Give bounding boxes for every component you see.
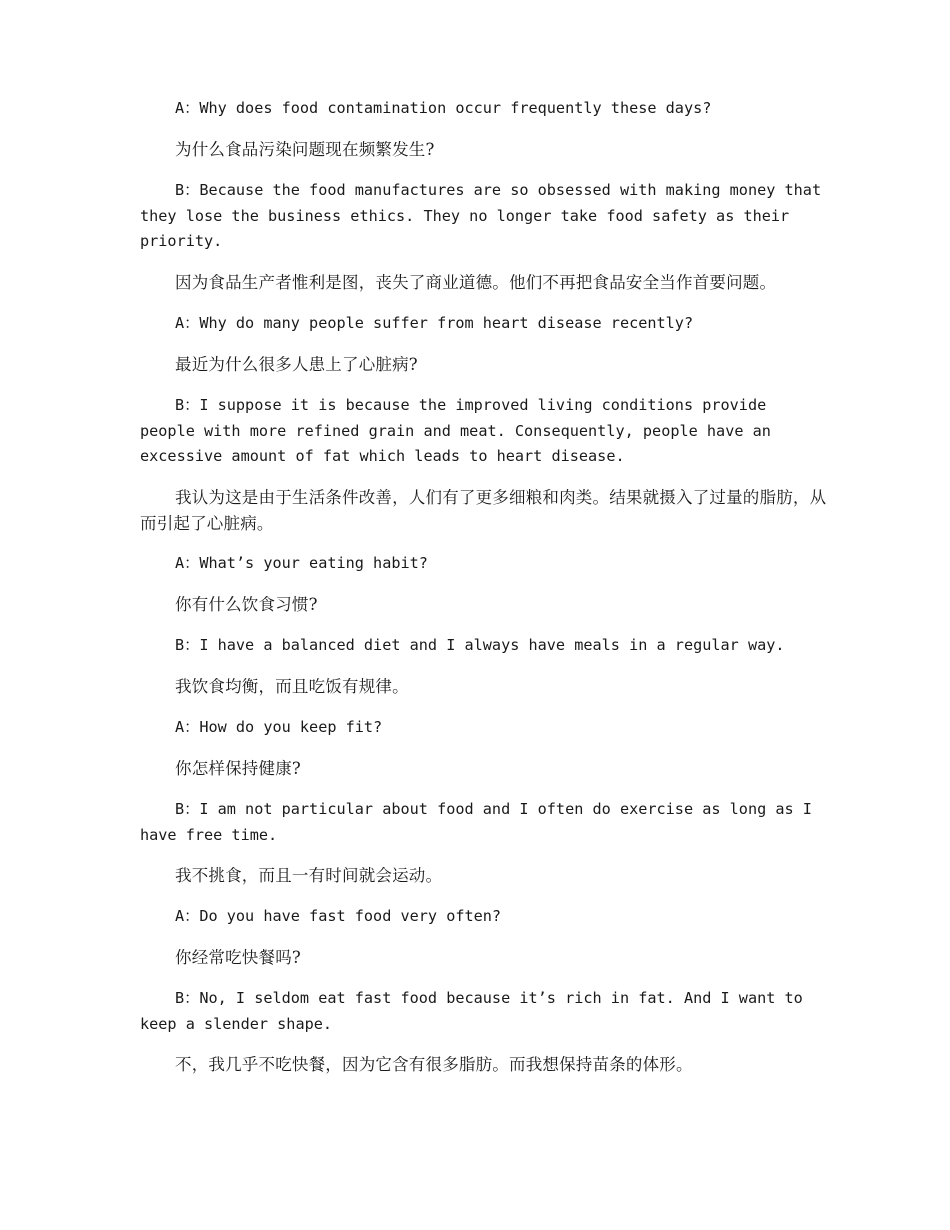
translation-line-b-1: 因为食品生产者惟利是图，丧失了商业道德。他们不再把食品安全当作首要问题。 xyxy=(175,273,777,292)
dialogue-line-b-1: B：Because the food manufactures are so obsessed with making money that they lose the business ethics. They no longer take food safety as their priority. xyxy=(140,181,822,250)
dialogue-line-b-5: B：No, I seldom eat fast food because it’s rich in fat. And I want to keep a slender shape. xyxy=(140,989,803,1033)
dialogue-line-b-2: B：I suppose it is because the improved living conditions provide people with more refined grain and meat. Consequently, people have an excessive amount of fat which leads to heart disease. xyxy=(140,396,771,465)
translation-line-a-5: 你经常吃快餐吗? xyxy=(175,948,301,967)
dialogue-line-b-4: B：I am not particular about food and I often do exercise as long as I have free time. xyxy=(140,800,812,844)
translation-line-a-1: 为什么食品污染问题现在频繁发生? xyxy=(175,140,435,159)
translation-line-b-5: 不，我几乎不吃快餐，因为它含有很多脂肪。而我想保持苗条的体形。 xyxy=(175,1055,693,1074)
translation-line-b-4: 我不挑食，而且一有时间就会运动。 xyxy=(175,866,443,885)
translation-line-b-2: 我认为这是由于生活条件改善，人们有了更多细粮和肉类。结果就摄入了过量的脂肪，从而引起了心脏病。 xyxy=(140,488,827,533)
dialogue-line-a-3: A：What’s your eating habit? xyxy=(175,554,428,572)
translation-line-a-2: 最近为什么很多人患上了心脏病? xyxy=(175,355,418,374)
dialogue-line-a-5: A：Do you have fast food very often? xyxy=(175,907,502,925)
dialogue-line-a-4: A：How do you keep fit? xyxy=(175,718,383,736)
dialogue-line-a-1: A：Why does food contamination occur frequently these days? xyxy=(175,99,712,117)
translation-line-b-3: 我饮食均衡，而且吃饭有规律。 xyxy=(175,677,409,696)
translation-line-a-3: 你有什么饮食习惯? xyxy=(175,595,318,614)
dialogue-line-b-3: B：I have a balanced diet and I always have meals in a regular way. xyxy=(175,636,785,654)
translation-line-a-4: 你怎样保持健康? xyxy=(175,759,301,778)
dialogue-line-a-2: A：Why do many people suffer from heart disease recently? xyxy=(175,314,694,332)
